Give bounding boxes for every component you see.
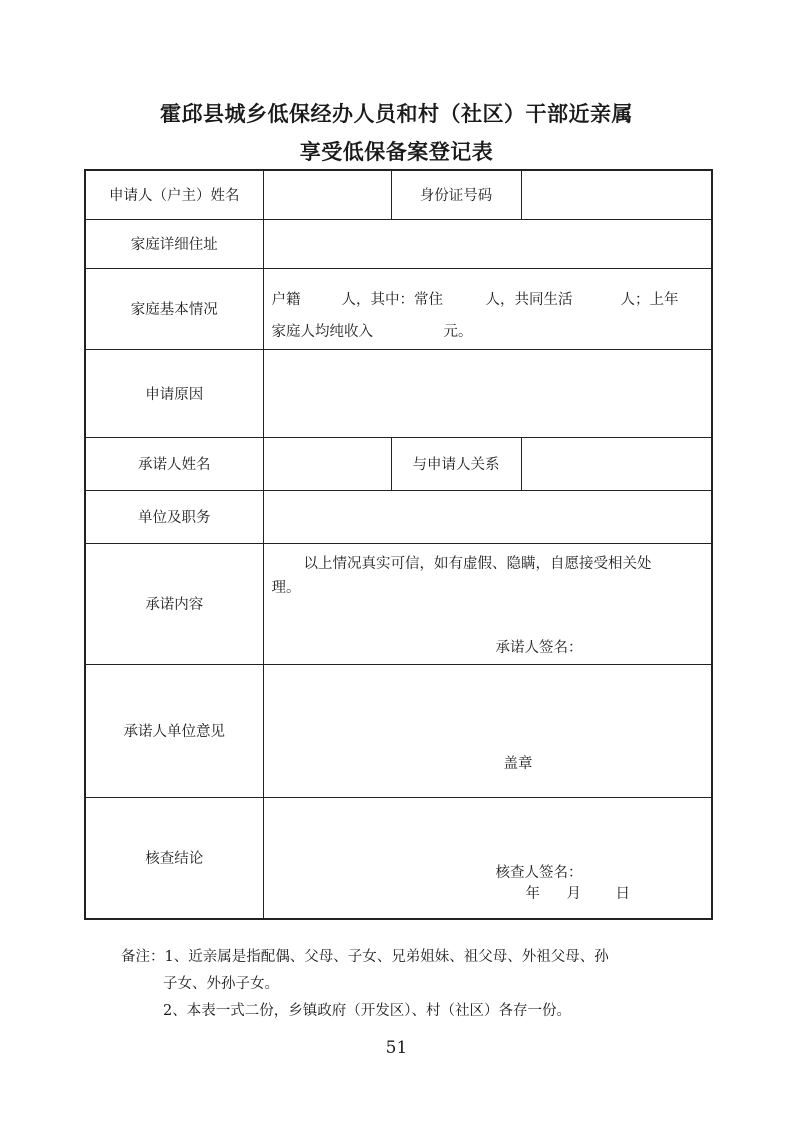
row-family-info	[85, 268, 712, 349]
promisor-name-label: 承诺人姓名	[85, 437, 263, 490]
registration-form-table	[84, 169, 713, 920]
address-label: 家庭详细住址	[85, 219, 263, 268]
promise-content-label: 承诺内容	[85, 543, 263, 664]
applicant-name-label: 申请人（户主）姓名	[85, 170, 263, 219]
row-address	[85, 219, 712, 268]
relation-label: 与申请人关系	[391, 437, 521, 490]
date-day: 日	[615, 885, 630, 902]
row-unit-position	[85, 490, 712, 543]
unit-position-label: 单位及职务	[85, 490, 263, 543]
row-applicant	[85, 170, 712, 219]
notes-section	[121, 944, 609, 1025]
reason-label: 申请原因	[85, 349, 263, 437]
applicant-name-field[interactable]	[263, 170, 391, 219]
promisor-signature: 承诺人签名：	[495, 639, 583, 656]
check-conclusion-label: 核查结论	[85, 797, 263, 919]
family-info-p4: 人；上年	[620, 291, 679, 308]
promise-text-line2: 理。	[271, 579, 301, 596]
promise-content-field[interactable]	[263, 543, 712, 664]
family-info-p3: 人，共同生活	[485, 291, 573, 308]
relation-field[interactable]	[521, 437, 712, 490]
family-info-p5: 家庭人均纯收入	[271, 323, 373, 340]
unit-opinion-label: 承诺人单位意见	[85, 664, 263, 797]
unit-position-field[interactable]	[263, 490, 712, 543]
page-number: 51	[385, 1038, 408, 1058]
family-info-p1: 户籍	[271, 291, 301, 308]
unit-opinion-field[interactable]	[263, 664, 712, 797]
row-promisor	[85, 437, 712, 490]
check-conclusion-field[interactable]	[263, 797, 712, 919]
note-line2: 子女、外孙子女。	[163, 976, 279, 992]
date-year: 年	[525, 885, 540, 902]
id-number-label: 身份证号码	[391, 170, 521, 219]
form-title-line2: 享受低保备案登记表	[299, 139, 494, 164]
checker-signature: 核查人签名：	[495, 864, 583, 881]
form-title-line1: 霍邱县城乡低保经办人员和村（社区）干部近亲属	[160, 101, 633, 126]
row-check-conclusion	[85, 797, 712, 919]
id-number-field[interactable]	[521, 170, 712, 219]
row-reason	[85, 349, 712, 437]
promisor-name-field[interactable]	[263, 437, 391, 490]
promise-text-line1: 以上情况真实可信，如有虚假、隐瞒，自愿接受相关处	[303, 555, 652, 572]
seal-text: 盖章	[503, 755, 533, 772]
row-unit-opinion	[85, 664, 712, 797]
address-field[interactable]	[263, 219, 712, 268]
reason-field[interactable]	[263, 349, 712, 437]
family-info-p6: 元。	[443, 323, 473, 340]
row-promise-content	[85, 543, 712, 664]
note-line3: 2、本表一式二份，乡镇政府（开发区）、村（社区）各存一份。	[163, 1003, 571, 1019]
family-info-field[interactable]	[263, 268, 712, 349]
family-info-p2: 人，其中：常住	[341, 291, 443, 308]
note-line1: 备注：1、近亲属是指配偶、父母、子女、兄弟姐妹、祖父母、外祖父母、孙	[121, 949, 609, 965]
family-info-label: 家庭基本情况	[85, 268, 263, 349]
date-month: 月	[566, 885, 581, 902]
